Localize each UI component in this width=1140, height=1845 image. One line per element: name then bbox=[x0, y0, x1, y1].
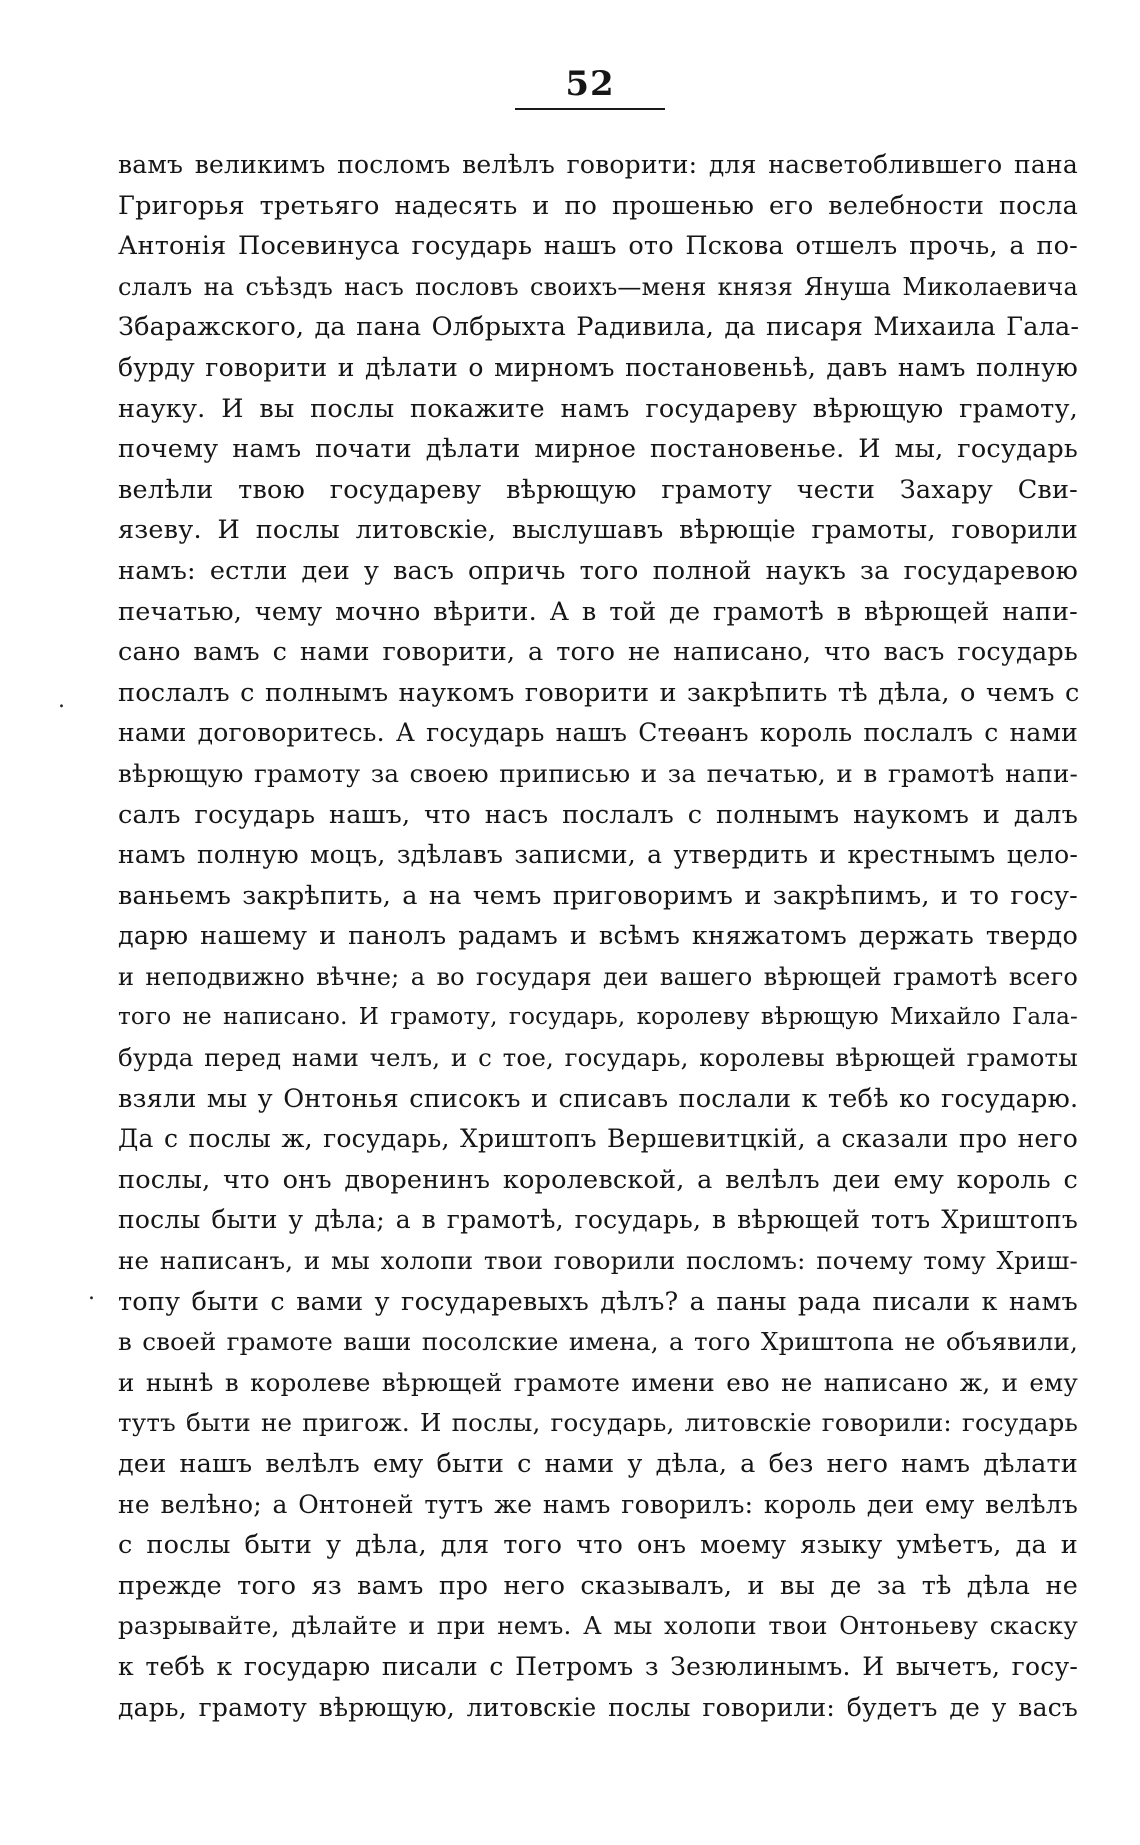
text-line: послы, что онъ дворенинъ королевской, а велѣлъ деи ему король с bbox=[118, 1164, 1078, 1195]
text-line: разрывайте, дѣлайте и при немъ. А мы холопи твои Онтоньеву скаску bbox=[118, 1611, 1078, 1641]
text-line: нами договоритесь. А государь нашъ Стеѳанъ король послалъ с нами bbox=[118, 718, 1078, 748]
text-line: бурда перед нами челъ, и с тое, государь, королевы вѣрющей грамоты bbox=[118, 1043, 1078, 1073]
text-line: салъ государь нашъ, что насъ послалъ с полнымъ наукомъ и далъ bbox=[118, 799, 1078, 830]
text-line: с послы быти у дѣла, для того что онъ моему языку умѣетъ, да и bbox=[118, 1530, 1078, 1561]
text-line: Збаражского, да пана Олбрыхта Радивила, да писаря Михаила Гала- bbox=[118, 312, 1080, 343]
text-line: вамъ великимъ посломъ велѣлъ говорити: для насветоблившего пана bbox=[118, 150, 1078, 179]
text-line: послы быти у дѣла; а в грамотѣ, государь, в вѣрющей тотъ Хриштопъ bbox=[118, 1205, 1078, 1235]
text-line: велѣли твою государеву вѣрющую грамоту чести Захару Сви- bbox=[118, 474, 1078, 505]
text-line: не написанъ, и мы холопи твои говорили посломъ: почему тому Хриш- bbox=[118, 1246, 1078, 1276]
text-line: науку. И вы послы покажите намъ государеву вѣрющую грамоту, bbox=[118, 393, 1078, 424]
text-line: вѣрющую грамоту за своею приписью и за печатью, и в грамотѣ напи- bbox=[118, 758, 1078, 788]
text-line: и неподвижно вѣчне; а во государя деи вашего вѣрющей грамотѣ всего bbox=[118, 962, 1078, 991]
body-text bbox=[118, 145, 1078, 1728]
text-line: и нынѣ в королеве вѣрющей грамоте имени ево не написано ж, и ему bbox=[118, 1367, 1078, 1397]
text-line: намъ: естли деи у васъ опричь того полной наукъ за государевою bbox=[118, 555, 1078, 586]
margin-mark: . bbox=[88, 1280, 95, 1305]
text-line: дарю нашему и панолъ радамъ и всѣмъ княжатомъ держать твердо bbox=[118, 921, 1078, 952]
text-line: не велѣно; а Онтоней тутъ же намъ говорилъ: король деи ему велѣлъ bbox=[118, 1489, 1078, 1519]
page-number-rule bbox=[515, 108, 665, 110]
text-line: в своей грамоте ваши посолские имена, а того Хриштопа не объявили, bbox=[118, 1327, 1078, 1357]
text-line: топу быти с вами у государевыхъ дѣлъ? а паны рада писали к намъ bbox=[118, 1286, 1078, 1317]
page-number: 52 bbox=[565, 64, 615, 104]
text-line: сано вамъ с нами говорити, а того не написано, что васъ государь bbox=[118, 637, 1078, 668]
text-line: язеву. И послы литовскіе, выслушавъ вѣрющіе грамоты, говорили bbox=[118, 515, 1078, 546]
text-line: к тебѣ к государю писали с Петромъ з Зезюлинымъ. И вычетъ, госу- bbox=[118, 1651, 1078, 1681]
text-line: Григорья третьяго надесять и по прошенью его велебности посла bbox=[118, 190, 1078, 221]
text-line: Антонія Посевинуса государь нашъ ото Пскова отшелъ прочь, а по- bbox=[118, 231, 1078, 262]
text-line: взяли мы у Онтонья списокъ и списавъ послали к тебѣ ко государю. bbox=[118, 1083, 1079, 1114]
text-line: Да с послы ж, государь, Хриштопъ Вершевитцкій, а сказали про него bbox=[118, 1124, 1078, 1154]
text-line: бурду говорити и дѣлати о мирномъ постановеньѣ, давъ намъ полную bbox=[118, 352, 1078, 382]
text-line: намъ полную моцъ, здѣлавъ записми, а утвердить и крестнымъ цело- bbox=[118, 840, 1078, 870]
text-line: того не написано. И грамоту, государь, королеву вѣрющую Михайло Гала- bbox=[118, 1004, 1078, 1031]
text-line: послалъ с полнымъ наукомъ говорити и закрѣпить тѣ дѣла, о чемъ с bbox=[118, 677, 1080, 708]
text-line: тутъ быти не пригож. И послы, государь, литовскіе говорили: государь bbox=[118, 1408, 1078, 1438]
text-line: слалъ на съѣздъ насъ пословъ своихъ—меня князя Януша Миколаевича bbox=[118, 272, 1078, 301]
text-line: почему намъ почати дѣлати мирное постановенье. И мы, государь bbox=[118, 434, 1078, 465]
text-line: прежде того яз вамъ про него сказывалъ, и вы де за тѣ дѣла не bbox=[118, 1570, 1078, 1601]
text-line: ваньемъ закрѣпить, а на чемъ приговоримъ и закрѣпимъ, и то госу- bbox=[118, 880, 1078, 911]
text-line: печатью, чему мочно вѣрити. А в той де грамотѣ в вѣрющей напи- bbox=[118, 596, 1078, 627]
text-line: дарь, грамоту вѣрющую, литовскіе послы говорили: будетъ де у васъ bbox=[118, 1692, 1078, 1722]
text-line: деи нашъ велѣлъ ему быти с нами у дѣла, а без него намъ дѣлати bbox=[118, 1449, 1078, 1479]
margin-mark: . bbox=[58, 688, 65, 713]
